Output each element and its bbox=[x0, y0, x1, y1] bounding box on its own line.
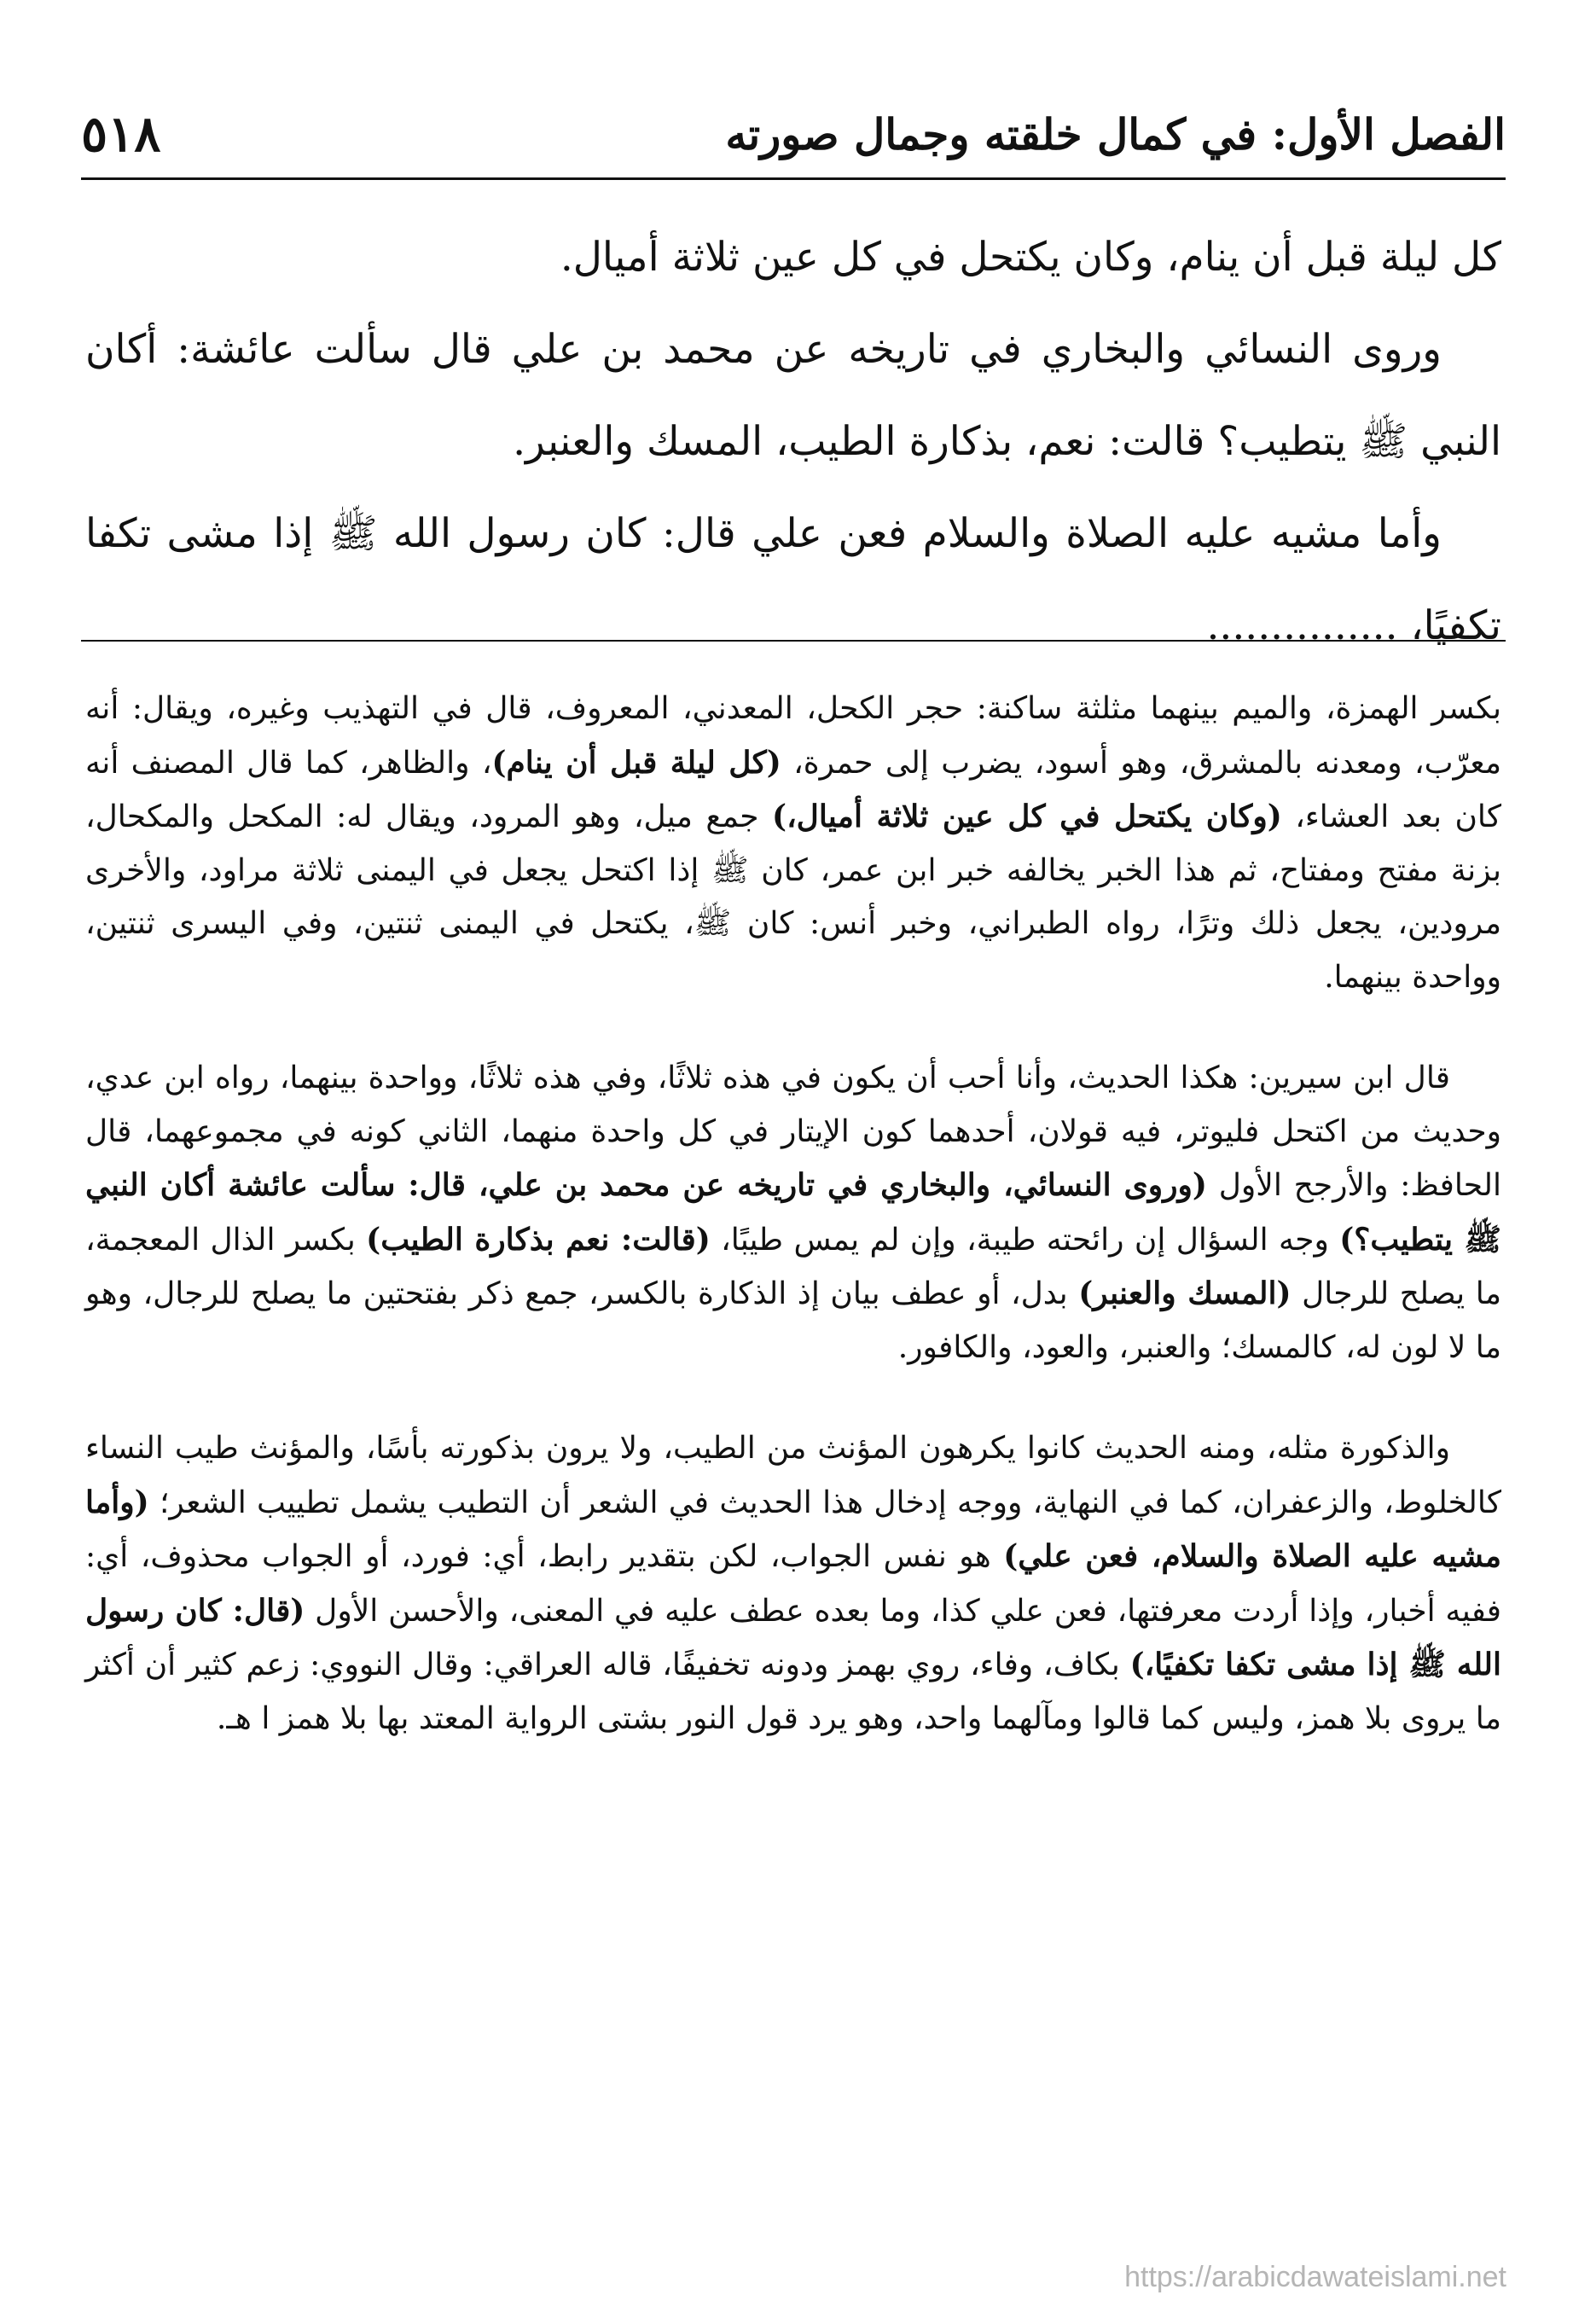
quoted-text: (وكان يكتحل في كل عين ثلاثة أميال،) bbox=[772, 799, 1282, 834]
commentary-text: وجه السؤال إن رائحته طيبة، وإن لم يمس طيبًا، bbox=[710, 1222, 1340, 1258]
page-number: ٥١٨ bbox=[81, 105, 161, 163]
main-text-paragraph-1: كل ليلة قبل أن ينام، وكان يكتحل في كل عين ثلاثة أميال. bbox=[560, 234, 1501, 281]
main-text-paragraph-3 bbox=[85, 488, 1501, 672]
quoted-text: (قالت: نعم بذكارة الطيب) bbox=[366, 1221, 711, 1258]
main-text-paragraph-2: وروى النسائي والبخاري في تاريخه عن محمد بن علي قال سألت عائشة: أكان النبي ﷺ يتطيب؟ قالت: نعم، بذكارة الطيب، المسك والعنبر. bbox=[85, 326, 1501, 465]
quoted-text: (كل ليلة قبل أن ينام) bbox=[491, 744, 781, 781]
quoted-text: (وأما مشيه عليه الصلاة والسلام، فعن علي) bbox=[85, 1484, 1501, 1574]
commentary-paragraph-2 bbox=[85, 1052, 1501, 1374]
commentary-text: بكاف، وفاء، روي بهمز ودونه تخفيفًا، قاله العراقي: وقال النووي: زعم كثير أن أكثر ما يروى بلا همز، وليس كما قالوا ومآلهما واحد، وهو يرد قول النور بشتى الرواية المعتد بها بلا همز ا هـ. bbox=[85, 1647, 1501, 1736]
commentary-text: بكسر الذال المعجمة، ما يصلح للرجال bbox=[85, 1222, 1502, 1311]
commentary-text: جمع ميل، وهو المرود، ويقال له: المكحل والمكحال، بزنة مفتح ومفتاح، ثم هذا الخبر يخالفه خبر ابن عمر، كان ﷺ إذا اكتحل يجعل في اليمنى ثلاثة مراود، والأخرى مرودين، يجعل ذلك وترًا، رواه الطبراني، وخبر أنس: كان ﷺ، يكتحل في اليمنى ثنتين، وفي اليسرى ثنتين، وواحدة بينهما. bbox=[85, 799, 1501, 995]
main-text bbox=[85, 212, 1501, 672]
main-text-paragraph-3-text: وأما مشيه عليه الصلاة والسلام فعن علي قال: كان رسول الله ﷺ إذا مشى تكفا تكفيًا، bbox=[85, 510, 1501, 649]
source-watermark: https://arabicdawateislami.net bbox=[1124, 2261, 1506, 2293]
commentary-separator bbox=[81, 640, 1506, 642]
commentary-text: بكسر الهمزة، والميم بينهما مثلثة ساكنة: حجر الكحل، المعدني، المعروف، قال في التهذيب وغيره، ويقال: أنه معرّب، ومعدنه بالمشرق، وهو أسود، يضرب إلى حمرة، bbox=[85, 691, 1501, 781]
commentary bbox=[85, 683, 1501, 1793]
quoted-text: (المسك والعنبر) bbox=[1078, 1275, 1291, 1311]
page-header bbox=[81, 96, 1506, 172]
quoted-text: (قال: كان رسول الله ﷺ إذا مشى تكفا تكفيًا،) bbox=[85, 1592, 1501, 1682]
commentary-text: بدل، أو عطف بيان إذ الذكارة بالكسر، جمع ذكر بفتحتين ما يصلح للرجال، وهو ما لا لون له، كالمسك؛ والعنبر، والعود، والكافور. bbox=[85, 1276, 1501, 1365]
commentary-paragraph-1 bbox=[85, 683, 1501, 1004]
header-rule bbox=[81, 177, 1506, 180]
commentary-text: قال ابن سيرين: هكذا الحديث، وأنا أحب أن يكون في هذه ثلاثًا، وفي هذه ثلاثًا، وواحدة بينهما، رواه ابن عدي، وحديث من اكتحل فليوتر، فيه قولان، أحدهما كون الإيتار في كل واحدة منهما، الثاني كونه في مجموعهما، قال الحافظ: والأرجح الأول bbox=[85, 1060, 1501, 1203]
commentary-text: ، والظاهر، كما قال المصنف أنه كان بعد العشاء، bbox=[85, 745, 1501, 834]
continuation-dots: ............... bbox=[1206, 602, 1398, 649]
commentary-text: والذكورة مثله، ومنه الحديث كانوا يكرهون المؤنث من الطيب، ولا يرون بذكورته بأسًا، والمؤنث طيب النساء كالخلوط، والزعفران، كما في النهاية، ووجه إدخال هذا الحديث في الشعر أن التطيب يشمل تطييب الشعر؛ bbox=[85, 1431, 1501, 1520]
commentary-text: هو نفس الجواب، لكن بتقدير رابط، أي: فورد، أو الجواب محذوف، أي: ففيه أخبار، وإذا أردت معرفتها، فعن علي كذا، وما بعده عطف عليه في المعنى، والأحسن الأول bbox=[85, 1539, 1502, 1629]
quoted-text: (وروى النسائي، والبخاري في تاريخه عن محمد بن علي، قال: سألت عائشة أكان النبي ﷺ يتطيب؟) bbox=[85, 1167, 1501, 1258]
chapter-title: الفصل الأول: في كمال خلقته وجمال صورته bbox=[725, 108, 1506, 160]
commentary-paragraph-3 bbox=[85, 1422, 1501, 1746]
